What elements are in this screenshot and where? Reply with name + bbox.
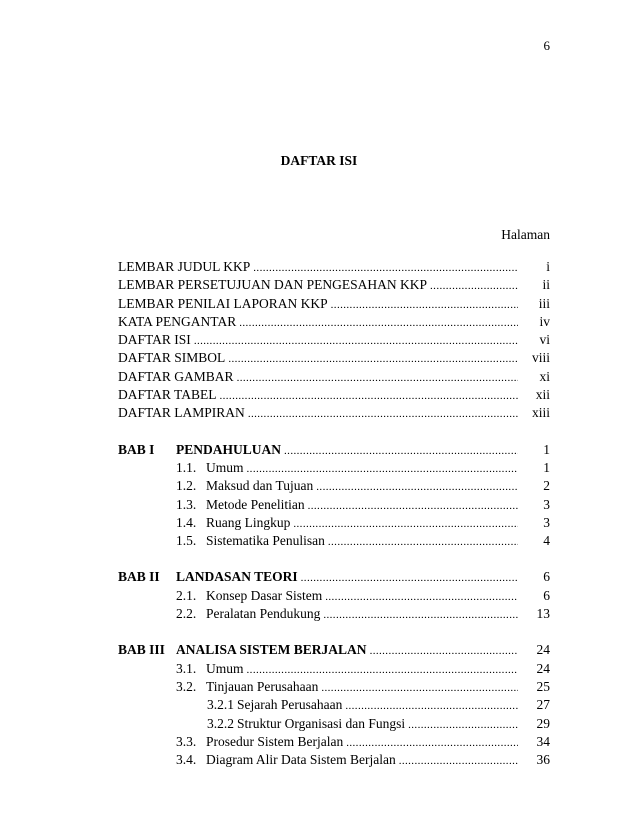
toc-entry-page: 1 bbox=[543, 459, 550, 475]
chapter-title: PENDAHULUAN bbox=[176, 441, 282, 457]
toc-entry-label: LEMBAR JUDUL KKP bbox=[118, 259, 251, 274]
dot-leader bbox=[316, 478, 518, 495]
toc-entry-label: LEMBAR PENILAI LAPORAN KKP bbox=[118, 295, 328, 311]
toc-entry-daftar-gambar bbox=[118, 368, 550, 386]
toc-entry-label: DAFTAR LAMPIRAN bbox=[118, 405, 245, 421]
toc-entry-page: 1 bbox=[543, 441, 550, 457]
toc-entry-page: 4 bbox=[543, 533, 550, 549]
dot-leader bbox=[370, 642, 518, 659]
subsection-label: Struktur Organisasi dan Fungsi bbox=[237, 715, 406, 731]
table-of-contents bbox=[118, 258, 550, 769]
section-label: Peralatan Pendukung bbox=[206, 606, 321, 622]
section-number: 3.4. bbox=[176, 752, 197, 768]
toc-chapter-bab-3 bbox=[118, 641, 550, 659]
toc-entry-page: 6 bbox=[543, 569, 550, 585]
toc-section-1-2 bbox=[118, 477, 550, 495]
dot-leader bbox=[194, 332, 518, 349]
toc-entry-page: 24 bbox=[536, 660, 550, 676]
toc-entry-page: 13 bbox=[536, 606, 550, 622]
toc-entry-page: xii bbox=[535, 387, 550, 403]
toc-entry-daftar-simbol bbox=[118, 349, 550, 367]
chapter-title: LANDASAN TEORI bbox=[176, 569, 298, 585]
toc-entry-lembar-penilai bbox=[118, 295, 550, 313]
toc-section-2-2 bbox=[118, 605, 550, 623]
toc-section-1-4 bbox=[118, 514, 550, 532]
toc-entry-page: viii bbox=[531, 350, 550, 366]
chapter-number: BAB I bbox=[118, 441, 155, 457]
section-number: 1.3. bbox=[176, 496, 197, 512]
subsection-number: 3.2.2 bbox=[207, 715, 234, 731]
toc-entry-page: 27 bbox=[536, 697, 550, 713]
dot-leader bbox=[247, 661, 518, 678]
toc-entry-daftar-isi bbox=[118, 331, 550, 349]
dot-leader bbox=[284, 442, 518, 459]
toc-entry-label: DAFTAR TABEL bbox=[118, 387, 217, 403]
toc-entry-page: iv bbox=[539, 313, 550, 329]
toc-entry-label: KATA PENGANTAR bbox=[118, 313, 237, 329]
toc-entry-page: 3 bbox=[543, 496, 550, 512]
section-number: 1.5. bbox=[176, 533, 197, 549]
section-number: 2.1. bbox=[176, 587, 197, 603]
toc-entry-page: 34 bbox=[536, 733, 550, 749]
dot-leader bbox=[293, 515, 518, 532]
section-number: 1.1. bbox=[176, 459, 197, 475]
toc-section-1-1 bbox=[118, 459, 550, 477]
section-label: Konsep Dasar Sistem bbox=[206, 587, 323, 603]
dot-leader bbox=[239, 314, 518, 331]
section-label: Tinjauan Perusahaan bbox=[206, 678, 319, 694]
toc-entry-page: xiii bbox=[531, 405, 550, 421]
toc-entry-page: 6 bbox=[543, 587, 550, 603]
section-label: Umum bbox=[206, 660, 244, 676]
toc-section-1-5 bbox=[118, 532, 550, 550]
dot-leader bbox=[301, 569, 518, 586]
toc-chapter-bab-2 bbox=[118, 568, 550, 586]
toc-entry-page: i bbox=[546, 259, 550, 274]
toc-entry-lembar-judul bbox=[118, 258, 550, 276]
toc-entry-label: DAFTAR ISI bbox=[118, 332, 191, 348]
toc-entry-page: xi bbox=[539, 368, 550, 384]
toc-subsection-3-2-2 bbox=[118, 715, 550, 733]
page-number: 6 bbox=[543, 38, 550, 53]
section-number: 3.2. bbox=[176, 678, 197, 694]
dot-leader bbox=[331, 296, 518, 313]
chapter-number: BAB II bbox=[118, 569, 160, 585]
dot-leader bbox=[228, 350, 518, 367]
toc-section-1-3 bbox=[118, 496, 550, 514]
page-title: DAFTAR ISI bbox=[280, 153, 358, 168]
section-label: Maksud dan Tujuan bbox=[206, 478, 314, 494]
section-number: 2.2. bbox=[176, 606, 197, 622]
dot-leader bbox=[323, 606, 518, 623]
dot-leader bbox=[237, 369, 518, 386]
toc-entry-daftar-lampiran bbox=[118, 404, 550, 422]
toc-entry-page: vi bbox=[539, 332, 550, 348]
dot-leader bbox=[328, 533, 518, 550]
toc-entry-page: 29 bbox=[536, 715, 550, 731]
toc-entry-label: DAFTAR SIMBOL bbox=[118, 350, 226, 366]
section-label: Ruang Lingkup bbox=[206, 514, 291, 530]
section-number: 3.3. bbox=[176, 733, 197, 749]
dot-leader bbox=[321, 679, 518, 696]
dot-leader bbox=[308, 497, 518, 514]
toc-section-3-3 bbox=[118, 733, 550, 751]
chapter-title: ANALISA SISTEM BERJALAN bbox=[176, 642, 367, 658]
toc-subsection-3-2-1 bbox=[118, 696, 550, 714]
dot-leader bbox=[325, 588, 518, 605]
subsection-number: 3.2.1 bbox=[207, 697, 234, 713]
toc-entry-label: DAFTAR GAMBAR bbox=[118, 368, 234, 384]
toc-entry-page: iii bbox=[538, 295, 550, 311]
toc-entry-page: 2 bbox=[543, 478, 550, 494]
toc-section-3-1 bbox=[118, 660, 550, 678]
chapter-number: BAB III bbox=[118, 642, 165, 658]
toc-section-2-1 bbox=[118, 587, 550, 605]
section-label: Sistematika Penulisan bbox=[206, 533, 325, 549]
toc-entry-page: 3 bbox=[543, 514, 550, 530]
dot-leader bbox=[430, 277, 518, 294]
dot-leader bbox=[399, 752, 518, 769]
halaman-header: Halaman bbox=[501, 227, 550, 242]
section-number: 1.4. bbox=[176, 514, 197, 530]
toc-entry-lembar-persetujuan bbox=[118, 276, 550, 294]
dot-leader bbox=[219, 387, 518, 404]
toc-entry-page: 24 bbox=[536, 642, 550, 658]
toc-chapter-bab-1 bbox=[118, 441, 550, 459]
section-label: Metode Penelitian bbox=[206, 496, 305, 512]
section-number: 3.1. bbox=[176, 660, 197, 676]
section-number: 1.2. bbox=[176, 478, 197, 494]
dot-leader bbox=[253, 259, 518, 276]
dot-leader bbox=[247, 460, 518, 477]
dot-leader bbox=[346, 734, 518, 751]
toc-entry-label: LEMBAR PERSETUJUAN DAN PENGESAHAN KKP bbox=[118, 277, 428, 293]
toc-section-3-2 bbox=[118, 678, 550, 696]
section-label: Umum bbox=[206, 459, 244, 475]
subsection-label: Sejarah Perusahaan bbox=[237, 697, 343, 713]
toc-section-3-4 bbox=[118, 751, 550, 769]
toc-entry-kata-pengantar bbox=[118, 313, 550, 331]
toc-entry-page: 25 bbox=[536, 678, 550, 694]
dot-leader bbox=[345, 697, 518, 714]
dot-leader bbox=[408, 716, 518, 733]
toc-entry-daftar-tabel bbox=[118, 386, 550, 404]
dot-leader bbox=[248, 405, 518, 422]
toc-entry-page: 36 bbox=[536, 752, 550, 768]
section-label: Prosedur Sistem Berjalan bbox=[206, 733, 344, 749]
section-label: Diagram Alir Data Sistem Berjalan bbox=[206, 752, 396, 768]
toc-entry-page: ii bbox=[542, 277, 550, 293]
